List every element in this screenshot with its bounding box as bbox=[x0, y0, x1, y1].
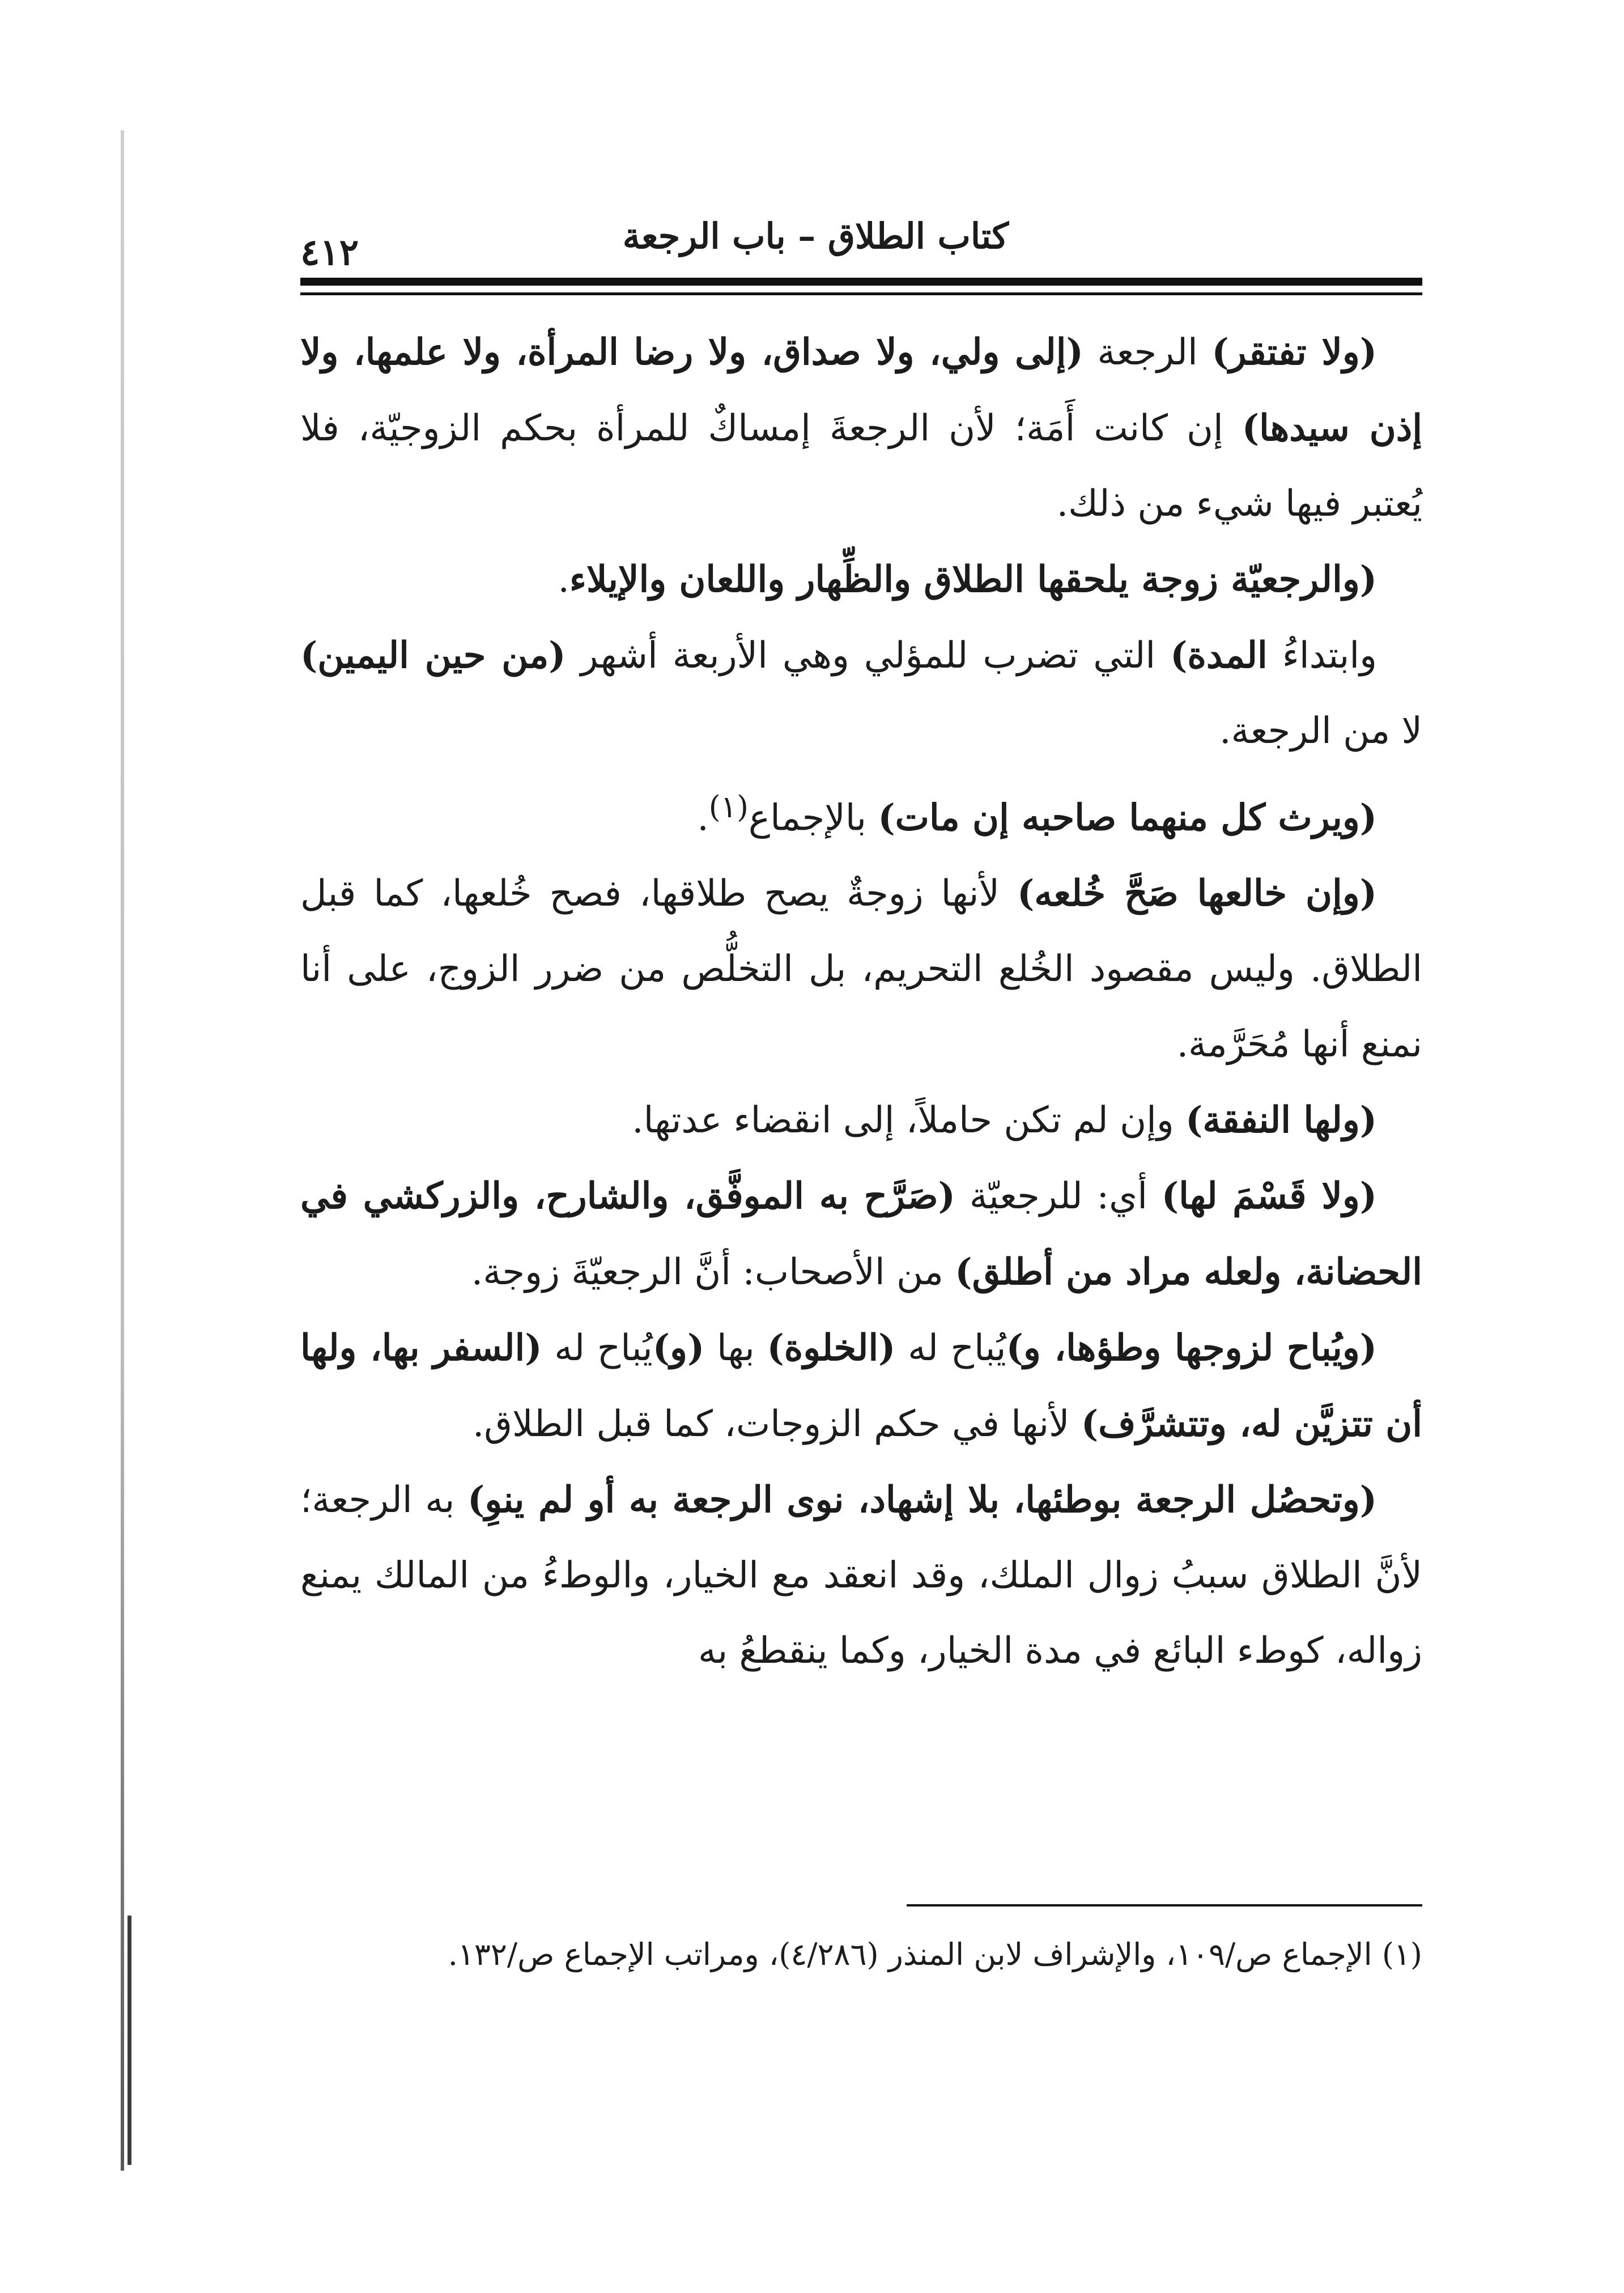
sharh-text: التي تضرب للمؤلي وهي الأربعة أشهر bbox=[566, 635, 1171, 677]
sharh-text: وإن لم تكن حاملاً، إلى انقضاء عدتها. bbox=[632, 1099, 1186, 1142]
paragraph bbox=[300, 542, 1422, 618]
matn-text: (ولا تفتقر) bbox=[1211, 331, 1378, 373]
page-header bbox=[300, 204, 1422, 278]
running-title: كتاب الطلاق – باب الرجعة bbox=[622, 215, 1009, 257]
sharh-text: لا من الرجعة. bbox=[1219, 710, 1422, 752]
sharh-text: وابتداءُ bbox=[1267, 635, 1378, 677]
sharh-text: الرجعة bbox=[1083, 332, 1212, 373]
paragraph bbox=[300, 618, 1422, 769]
sharh-text: لأنها في حكم الزوجات، كما قبل الطلاق. bbox=[472, 1403, 1081, 1446]
sharh-text: أي: للرجعيّة bbox=[955, 1175, 1162, 1218]
sharh-text: يُباح له bbox=[542, 1327, 653, 1370]
page-number: ٤١٢ bbox=[300, 231, 359, 274]
matn-text: (ولا قَسْمَ لها) bbox=[1161, 1175, 1378, 1218]
sharh-text: إن كانت أَمَة؛ لأن الرجعةَ إمساكٌ للمرأة بحكم الزوجيّة، فلا يُعتبر فيها شيء من ذلك. bbox=[300, 407, 1422, 525]
footnote-1: (١) الإجماع ص/١٠٩، والإشراف لابن المنذر (٤/٢٨٦)، ومراتب الإجماع ص/١٣٢. bbox=[448, 1937, 1422, 1972]
sharh-text: به الرجعة؛ لأنَّ الطلاق سببُ زوال الملك، وقد انعقد مع الخيار، والوطءُ من المالك يمنع زواله، كوطء البائع في مدة الخيار، وكما ينقطعُ به bbox=[300, 1479, 1423, 1672]
sharh-text: لأنها زوجةٌ يصح طلاقها، فصح خُلعها، كما قبل الطلاق. وليس مقصود الخُلع التحريم، بل التخلُّص من ضرر الزوج، على أنا نمنع أنها مُحَرَّمة. bbox=[300, 873, 1422, 1066]
matn-text: (إلى ولي، ولا صداق، ولا رضا المرأة، ولا علمها، ولا إذن سيدها) bbox=[300, 331, 1423, 449]
matn-text: (وتحصُل الرجعة بوطئها، بلا إشهاد، نوى الرجعة به أو لم ينوِ) bbox=[467, 1479, 1378, 1522]
header-rule-thin bbox=[300, 292, 1422, 295]
page-binding-edge bbox=[121, 130, 124, 2171]
matn-text: (ويُباح لزوجها وطؤها، و) bbox=[1006, 1327, 1378, 1370]
matn-text: (و) bbox=[652, 1327, 705, 1370]
paragraph bbox=[300, 1158, 1422, 1310]
sharh-text: يُباح له bbox=[895, 1327, 1006, 1370]
sharh-text: بها bbox=[704, 1327, 767, 1370]
main-text bbox=[300, 315, 1422, 1689]
matn-text: (صَرَّح به الموفَّق، والشارح، والزركشي في الحضانة، ولعله مراد من أطلق) bbox=[300, 1175, 1422, 1294]
sharh-text: بالإجماع bbox=[748, 797, 878, 839]
paragraph bbox=[300, 315, 1422, 542]
matn-text: (وإن خالعها صَحَّ خُلعه) bbox=[1017, 872, 1378, 915]
matn-text: (الخلوة) bbox=[767, 1327, 896, 1370]
matn-text: المدة) bbox=[1170, 634, 1268, 677]
matn-text: (ولها النفقة) bbox=[1185, 1099, 1377, 1142]
paragraph bbox=[300, 1462, 1422, 1689]
matn-text: (السفر بها، ولها أن تتزيَّن له، وتتشرَّف) bbox=[300, 1327, 1422, 1446]
matn-text: (من حين اليمين) bbox=[300, 634, 566, 677]
sharh-text: . bbox=[558, 559, 569, 601]
page-binding-shadow bbox=[127, 1916, 131, 2165]
paragraph bbox=[300, 856, 1422, 1082]
footnote-separator bbox=[907, 1904, 1422, 1906]
matn-text: (والرجعيّة زوجة يلحقها الطلاق والظِّهار واللعان والإيلاء bbox=[569, 558, 1377, 601]
header-rule-thick bbox=[300, 278, 1422, 286]
sharh-text: . bbox=[697, 797, 709, 839]
footnote-marker: (١) bbox=[708, 789, 749, 825]
matn-text: (ويرث كل منهما صاحبه إن مات) bbox=[878, 796, 1377, 839]
paragraph bbox=[300, 1082, 1422, 1158]
paragraph bbox=[300, 769, 1422, 856]
sharh-text: من الأصحاب: أنَّ الرجعيّةَ زوجة. bbox=[471, 1251, 955, 1294]
paragraph bbox=[300, 1310, 1422, 1462]
